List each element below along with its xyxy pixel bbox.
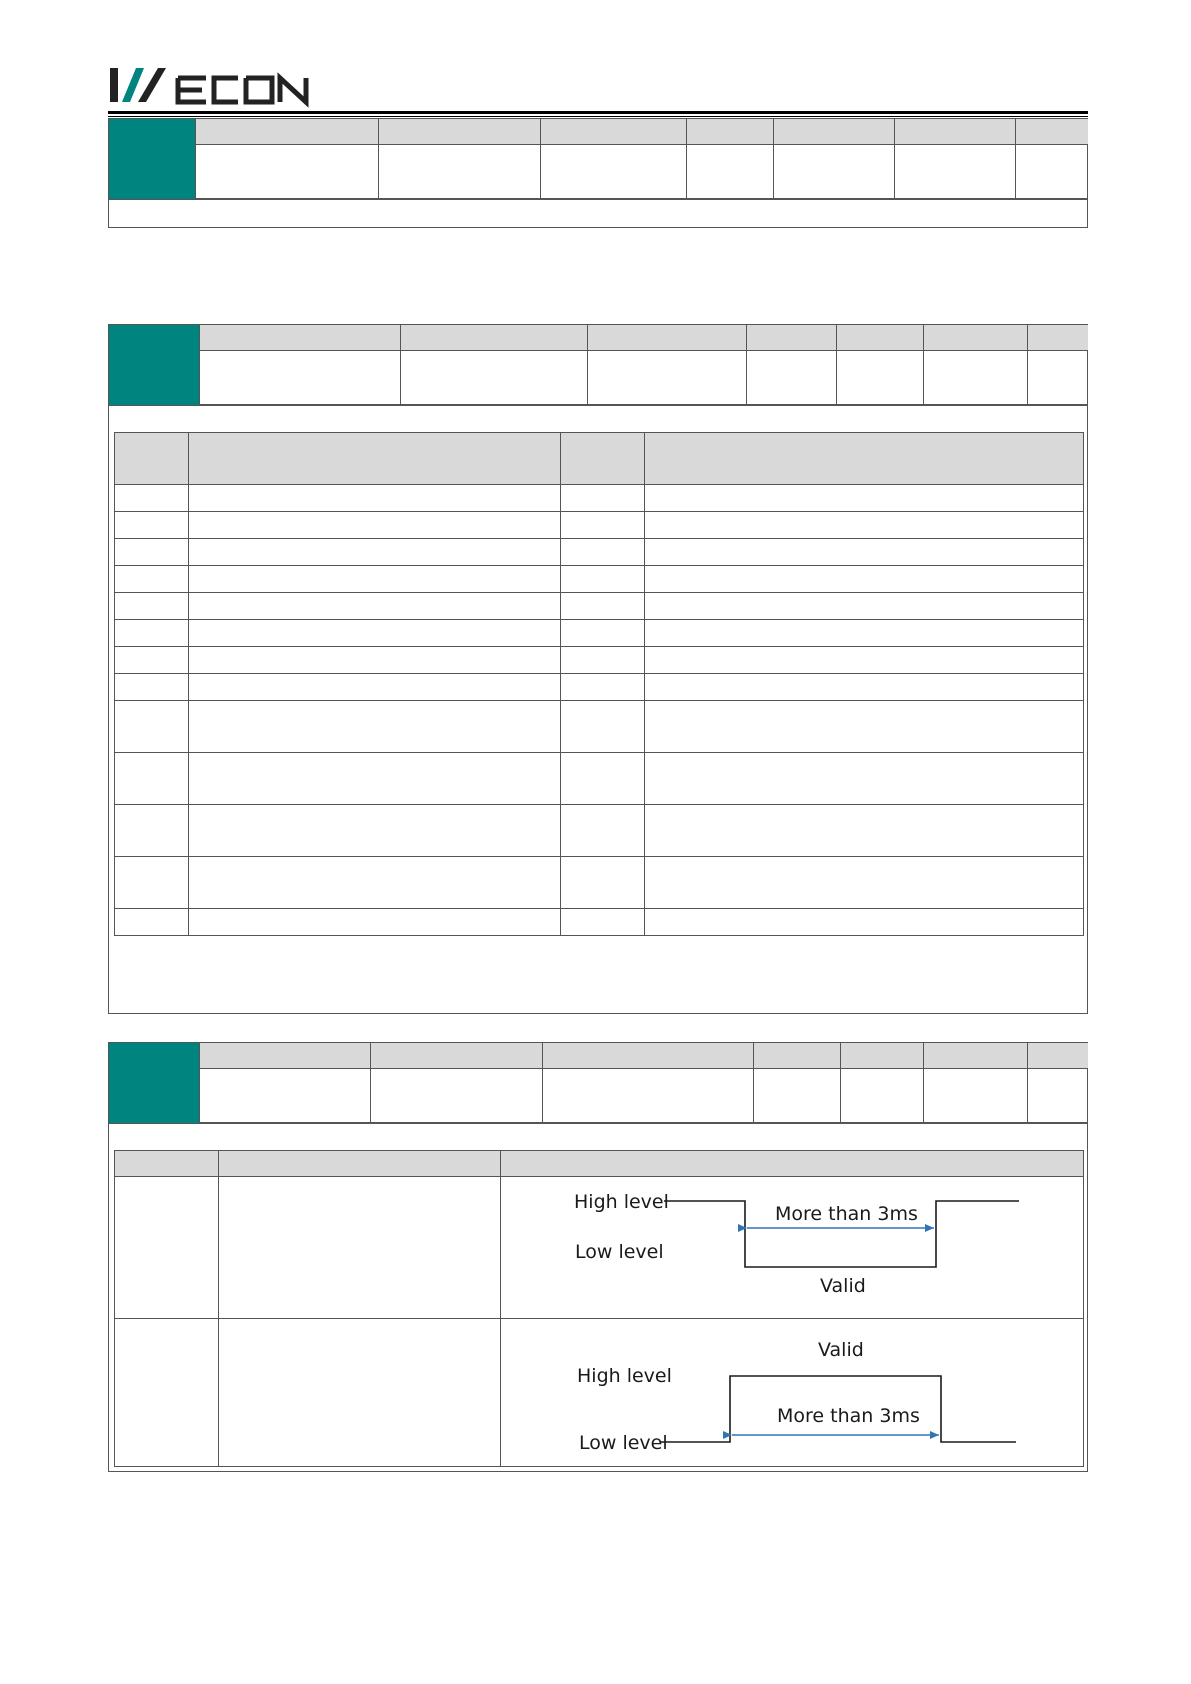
param-header-cell [774,119,895,145]
table-row [115,857,1084,909]
param-value-cell [1028,351,1088,405]
param-value-cell [199,1069,371,1123]
param-value-cell [837,351,924,405]
timing-diagram-low-pulse [564,1178,1054,1318]
param-header-cell [747,325,837,351]
param-header-cell [1028,325,1088,351]
param-header-cell [199,1043,371,1069]
param-header-cell [687,119,774,145]
param-value-cell [754,1069,841,1123]
parameter-block-1 [108,118,1088,228]
param-header-cell [1028,1043,1088,1069]
parameter-block-2 [108,324,1088,1014]
valid-label: Valid [818,1339,864,1361]
parameter-block-2-tab [109,325,199,405]
low-level-label: Low level [579,1432,668,1454]
table-row [115,593,1084,620]
param-header-cell [588,325,747,351]
param-value-cell [774,145,895,199]
parameter-block-1-tab [109,119,195,199]
header-rule-thick [108,111,1088,114]
block-divider [109,199,1087,200]
param-value-cell [924,351,1028,405]
param-header-cell [401,325,588,351]
param-value-cell [1028,1069,1088,1123]
param-header-cell [837,325,924,351]
table-row [115,805,1084,857]
param-value-cell [895,145,1016,199]
param-header-cell [543,1043,754,1069]
param-value-cell [924,1069,1028,1123]
param-header-cell [541,119,687,145]
high-level-label: High level [577,1365,672,1387]
param-value-cell [401,351,588,405]
param-value-cell [1016,145,1088,199]
table-row [115,485,1084,512]
param-header-cell [895,119,1016,145]
valid-label: Valid [820,1275,866,1297]
param-value-cell [747,351,837,405]
param-value-cell [543,1069,754,1123]
table-header-row [115,1151,1084,1177]
param-header-cell [371,1043,543,1069]
duration-label: More than 3ms [775,1203,918,1225]
low-level-label: Low level [575,1241,664,1263]
table-row [115,753,1084,805]
table-row [115,539,1084,566]
param-value-cell [687,145,774,199]
param-header-cell [754,1043,841,1069]
param-value-cell [588,351,747,405]
param-header-cell [1016,119,1088,145]
param-header-cell [195,119,379,145]
wecon-logo [108,60,318,108]
table-row [115,674,1084,701]
param-header-cell [841,1043,924,1069]
param-value-cell [195,145,379,199]
table-row [115,566,1084,593]
table-header-row [115,433,1084,485]
duration-label: More than 3ms [777,1405,920,1427]
table-row [115,647,1084,674]
header-rule-thin [108,116,1088,117]
param-value-cell [199,351,401,405]
block-divider [109,405,1087,406]
table-row [115,620,1084,647]
high-level-label: High level [574,1191,669,1213]
parameter-block-3-tab [109,1043,199,1123]
param-header-cell [379,119,541,145]
param-value-cell [379,145,541,199]
param-header-cell [924,325,1028,351]
table-row [115,512,1084,539]
param-header-cell [924,1043,1028,1069]
param-value-cell [371,1069,543,1123]
parameter-block-3 [108,1042,1088,1472]
param-value-cell [841,1069,924,1123]
block-divider [109,1123,1087,1124]
timing-diagram-high-pulse [564,1325,1054,1475]
table-row [115,701,1084,753]
param-header-cell [199,325,401,351]
param-value-cell [541,145,687,199]
settings-table [114,432,1084,936]
table-row [115,909,1084,936]
